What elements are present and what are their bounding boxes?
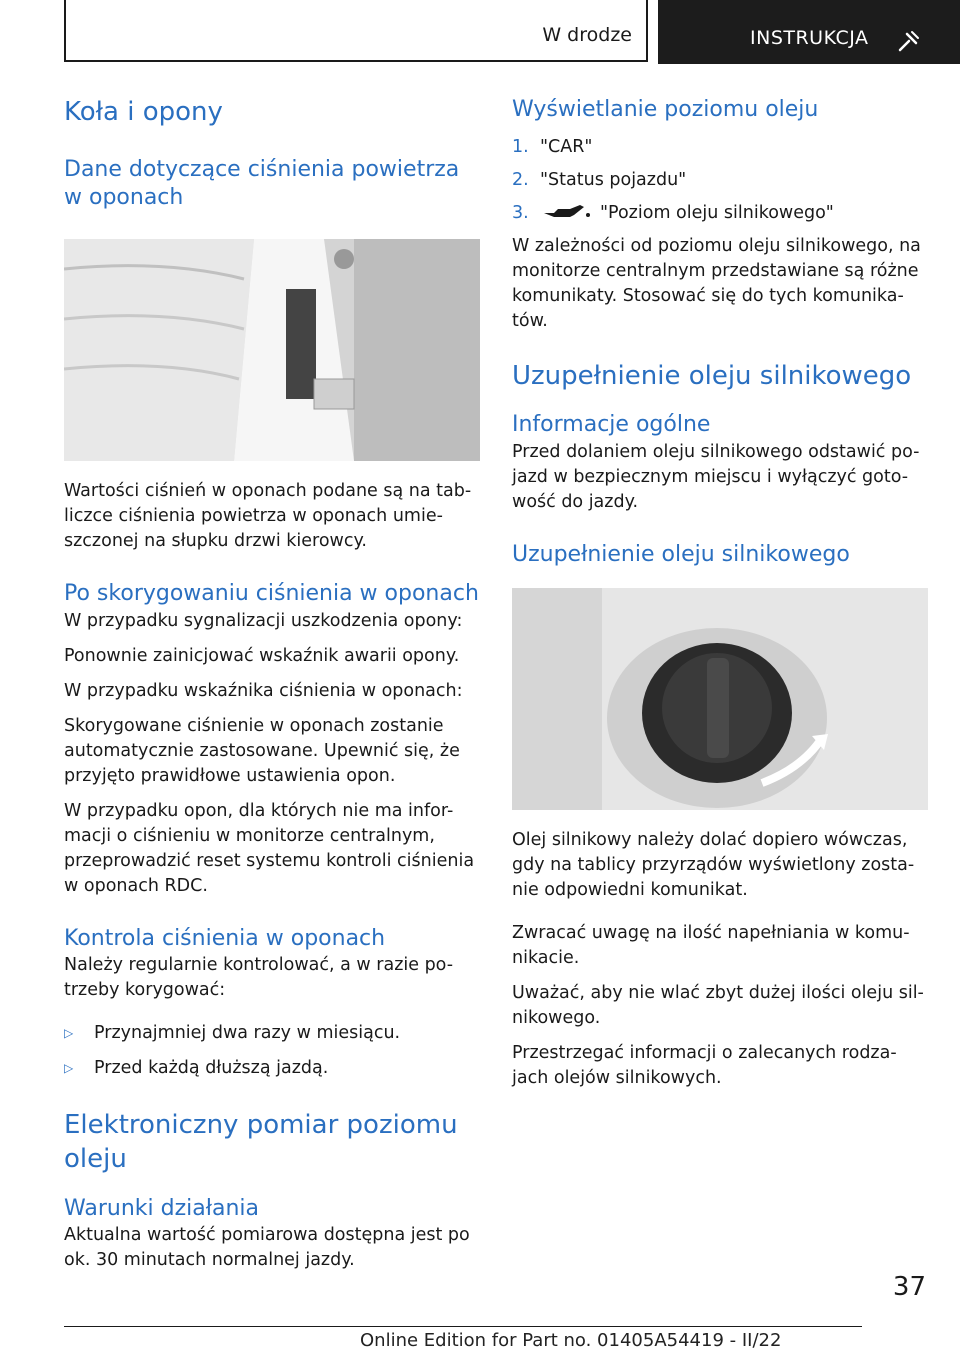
list-item: 3. "Poziom oleju silnikowego": [512, 202, 834, 223]
heading-check: Kontrola ciśnienia w oponach: [64, 925, 386, 951]
page-number: 37: [892, 1272, 926, 1302]
p-reinit: Ponownie zainicjować wskaźnik awarii opony.: [64, 645, 460, 666]
heading-pressure-data: Dane dotyczące ciśnienia powietrza w oponach: [64, 156, 460, 211]
oil-steps: [512, 135, 928, 226]
p-damage-signal: W przypadku sygnalizacji uszkodzenia opony:: [64, 610, 463, 631]
right-column: [512, 96, 928, 1091]
oil-cap-illustration: [512, 588, 928, 810]
triangle-bullet-icon: ▷: [64, 1061, 74, 1076]
list-item: ▷ Przynajmniej dwa razy w miesiącu.: [64, 1021, 480, 1046]
triangle-bullet-icon: ▷: [64, 1026, 74, 1041]
left-column: [64, 96, 480, 1273]
oil-can-icon: [540, 201, 592, 223]
heading-conditions: Warunki działania: [64, 1195, 259, 1221]
manual-label: INSTRUKCJA: [750, 27, 869, 49]
section-tab: [64, 0, 648, 62]
heading-after-correction: Po skorygowaniu ciśnienia w oponach: [64, 580, 479, 606]
heading-general: Informacje ogólne: [512, 412, 711, 438]
door-pillar-image: [64, 239, 480, 461]
oil-cap-image: [512, 588, 928, 810]
p-only-when: Olej silnikowy należy dolać dopiero wówczas, gdy na tablicy przyrządów wyświetlony zosta-nie odpowiedni komunikat.: [512, 829, 915, 900]
door-pillar-illustration: [64, 239, 480, 461]
p-no-info: W przypadku opon, dla których nie ma infor-macji o ciśnieniu w monitorze centralnym, przeprowadzić reset systemu kontroli ciśnienia w oponach RDC.: [64, 800, 475, 896]
section-title: W drodze: [542, 24, 632, 46]
heading-refill-2: Uzupełnienie oleju silnikowego: [512, 541, 850, 567]
p-check-regularly: Należy regularnie kontrolować, a w razie po-trzeby korygować:: [64, 955, 454, 1001]
list-item: ▷ Przed każdą dłuższą jazdą.: [64, 1056, 480, 1081]
p-not-too-much: Uważać, aby nie wlać zbyt dużej ilości oleju sil-nikowego.: [512, 982, 924, 1028]
manual-tab: [658, 0, 960, 64]
p-general: Przed dolaniem oleju silnikowego odstawić po-jazd w bezpiecznym miejscu i wyłączyć goto-wość do jazdy.: [512, 441, 920, 512]
list-item: 2. "Status pojazdu": [512, 169, 687, 190]
p-auto-apply: Skorygowane ciśnienie w oponach zostanie automatycznie zastosowane. Upewnić się, że przyjęto prawidłowe ustawienia opon.: [64, 715, 460, 786]
p-observe: Przestrzegać informacji o zalecanych rodza-jach olejów silnikowych.: [512, 1042, 897, 1088]
heading-oil-display: Wyświetlanie poziomu oleju: [512, 97, 819, 122]
list-item: 1. "CAR": [512, 136, 593, 157]
footer-divider: [64, 1326, 862, 1327]
p-conditions: Aktualna wartość pomiarowa dostępna jest po ok. 30 minutach normalnej jazdy.: [64, 1225, 470, 1271]
p-pressure-indicator: W przypadku wskaźnika ciśnienia w oponach:: [64, 680, 463, 701]
heading-oil-measure: Elektroniczny pomiar poziomu oleju: [64, 1110, 458, 1174]
bmw-wrench-icon: [898, 30, 920, 52]
footer-edition: Online Edition for Part no. 01405A54419 - II/22: [360, 1330, 782, 1351]
p-amount: Zwracać uwagę na ilość napełniania w komu-nikacie.: [512, 922, 910, 968]
check-bullets: [64, 1021, 480, 1081]
heading-refill: Uzupełnienie oleju silnikowego: [512, 360, 912, 391]
heading-wheels: Koła i opony: [64, 97, 223, 127]
p-pressure-values: Wartości ciśnień w oponach podane są na tab-liczce ciśnienia powietrza w oponach umie-szczonej na słupku drzwi kierowcy.: [64, 480, 472, 551]
p-depending: W zależności od poziomu oleju silnikowego, na monitorze centralnym przedstawiane są różne komunikaty. Stosować się do tych komunika-tów.: [512, 235, 921, 331]
page-header: [64, 0, 960, 64]
